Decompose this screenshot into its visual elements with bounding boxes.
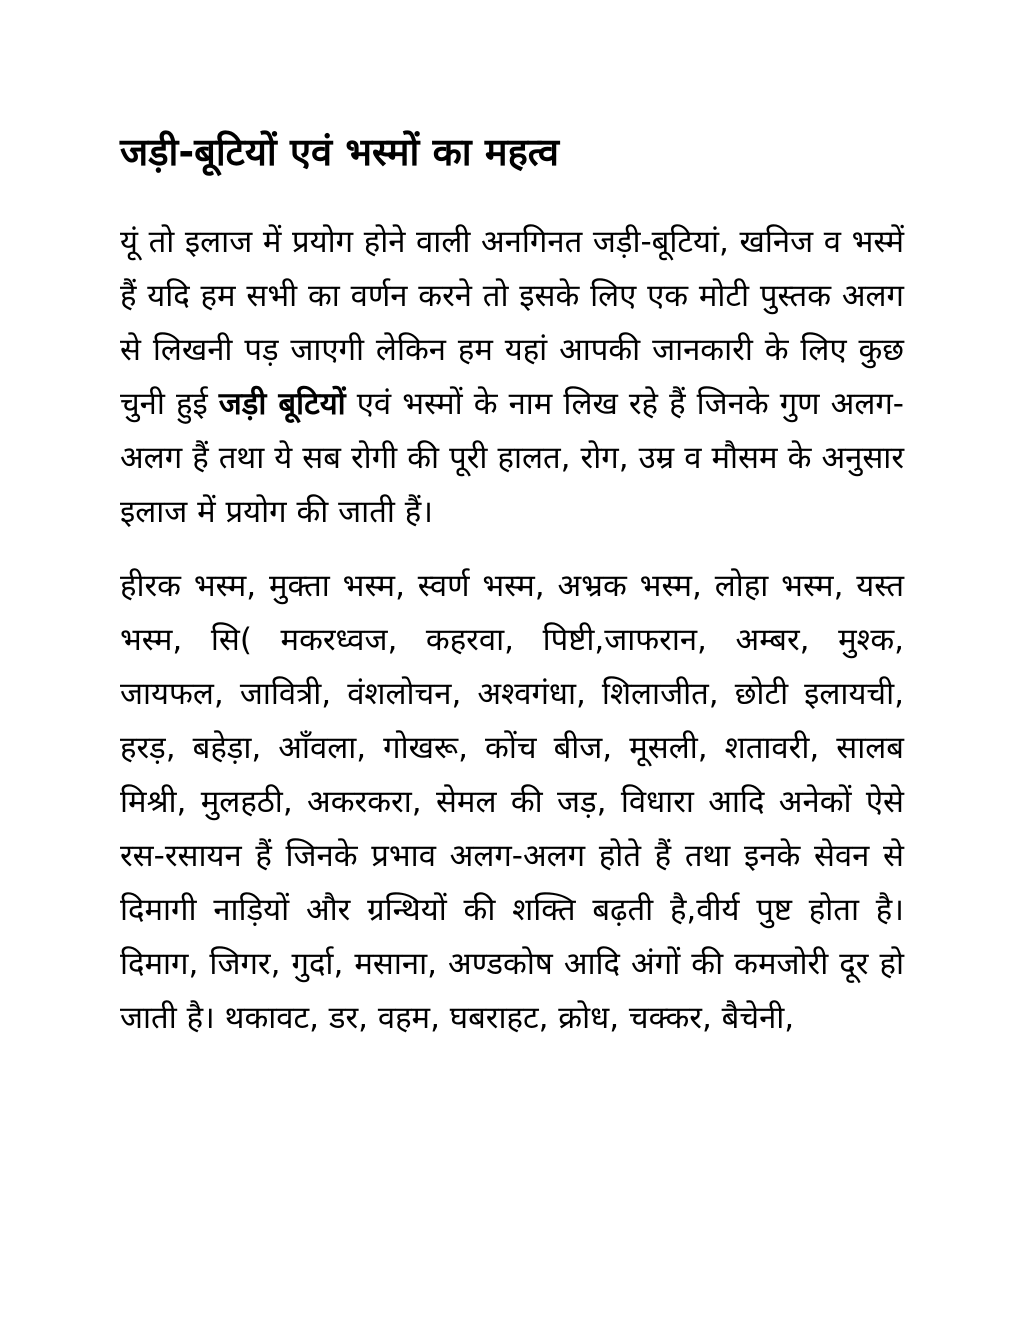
- bold-phrase-herbs: जड़ी बूटियों: [218, 386, 346, 423]
- paragraph-intro: [120, 215, 904, 539]
- paragraph-herb-list: हीरक भस्म, मुक्ता भस्म, स्वर्ण भस्म, अभ्रक भस्म, लोहा भस्म, यस्त भस्म, सि( मकरध्वज, कहरवा, पिष्टी,जाफरान, अम्बर, मुश्क, जायफल, जावित्री, वंशलोचन, अश्वगंधा, शिलाजीत, छोटी इलायची, हरड़, बहेड़ा, आँवला, गोखरू, कोंच बीज, मूसली, शतावरी, सालब मिश्री, मुलहठी, अकरकरा, सेमल की जड़, विधारा आदि अनेकों ऐसे रस-रसायन हैं जिनके प्रभाव अलग-अलग होते हैं तथा इनके सेवन से दिमागी नाड़ियों और ग्रन्थियों की शक्ति बढ़ती है,वीर्य पुष्ट होता है। दिमाग, जिगर, गुर्दा, मसाना, अण्डकोष आदि अंगों की कमजोरी दूर हो जाती है। थकावट, डर, वहम, घबराहट, क्रोध, चक्कर, बैचेनी,: [120, 568, 904, 1037]
- document-page: [120, 128, 904, 1065]
- page-title: जड़ी-बूटियों एवं भस्मों का महत्व: [120, 130, 559, 174]
- paragraph-intro-text-start: यूं तो इलाज में प्रयोग होने वाली अनगिनत जड़ी-बूटियां, खनिज व भस्में हैं यदि हम सभी का वर्णन करने तो इसके लिए एक मोटी पुस्तक अलग से लिखनी पड़ जाएगी लेकिन हम यहां आपकी जानकारी के लिए कुछ चुनी हुई: [120, 224, 904, 423]
- paragraph-intro-text-end: एवं भस्मों के नाम लिख रहे हैं जिनके गुण अलग-अलग हैं तथा ये सब रोगी की पूरी हालत, रोग, उम्र व मौसम के अनुसार इलाज में प्रयोग की जाती हैं।: [120, 386, 904, 531]
